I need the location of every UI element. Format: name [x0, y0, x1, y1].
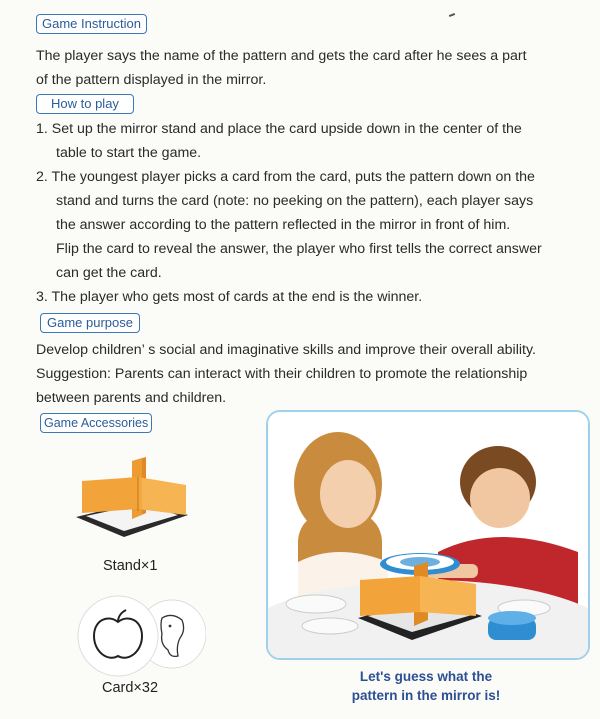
step-3 — [36, 285, 422, 309]
step-2-line-5: can get the card. — [56, 265, 162, 281]
instruction-text — [36, 44, 527, 92]
kids-playing-scene — [268, 412, 588, 658]
purpose-line-2: Suggestion: Parents can interact with their children to promote the relationship — [36, 366, 528, 382]
stand-label: Stand×1 — [103, 558, 158, 574]
kids-playing-photo — [266, 410, 590, 660]
game-instruction-tag: Game Instruction — [36, 14, 147, 34]
step-1-line-2: table to start the game. — [56, 145, 202, 161]
step-2 — [36, 165, 542, 285]
purpose-line-3: between parents and children. — [36, 390, 227, 406]
game-purpose-tag: Game purpose — [40, 313, 140, 333]
step-3-line-1: 3. The player who gets most of cards at the end is the winner. — [36, 289, 423, 305]
card-label: Card×32 — [102, 680, 159, 696]
how-to-play-tag: How to play — [36, 94, 134, 114]
step-2-line-4: Flip the card to reveal the answer, the player who first tells the correct answer — [56, 241, 542, 257]
step-2-line-1: 2. The youngest player picks a card from the card, puts the pattern down on the — [36, 169, 535, 185]
step-2-line-3: the answer according to the pattern reflected in the mirror in front of him. — [56, 217, 511, 233]
stand-illustration — [72, 455, 194, 547]
purpose-line-1: Develop children’ s social and imaginative skills and improve their overall ability. — [36, 342, 536, 358]
photo-caption — [270, 667, 582, 705]
caption-line-1: Let's guess what the — [359, 669, 493, 684]
stray-mark — [449, 13, 455, 17]
card-illustration — [74, 592, 206, 680]
instruction-line-1: The player says the name of the pattern and gets the card after he sees a part — [36, 48, 527, 64]
game-accessories-tag: Game Accessories — [40, 413, 152, 433]
purpose-text — [36, 338, 536, 410]
caption-line-2: pattern in the mirror is! — [351, 688, 501, 703]
step-2-line-2: stand and turns the card (note: no peeking on the pattern), each player says — [56, 193, 534, 209]
step-1-line-1: 1. Set up the mirror stand and place the card upside down in the center of the — [36, 121, 522, 137]
instruction-line-2: of the pattern displayed in the mirror. — [36, 72, 267, 88]
step-1 — [36, 117, 522, 165]
